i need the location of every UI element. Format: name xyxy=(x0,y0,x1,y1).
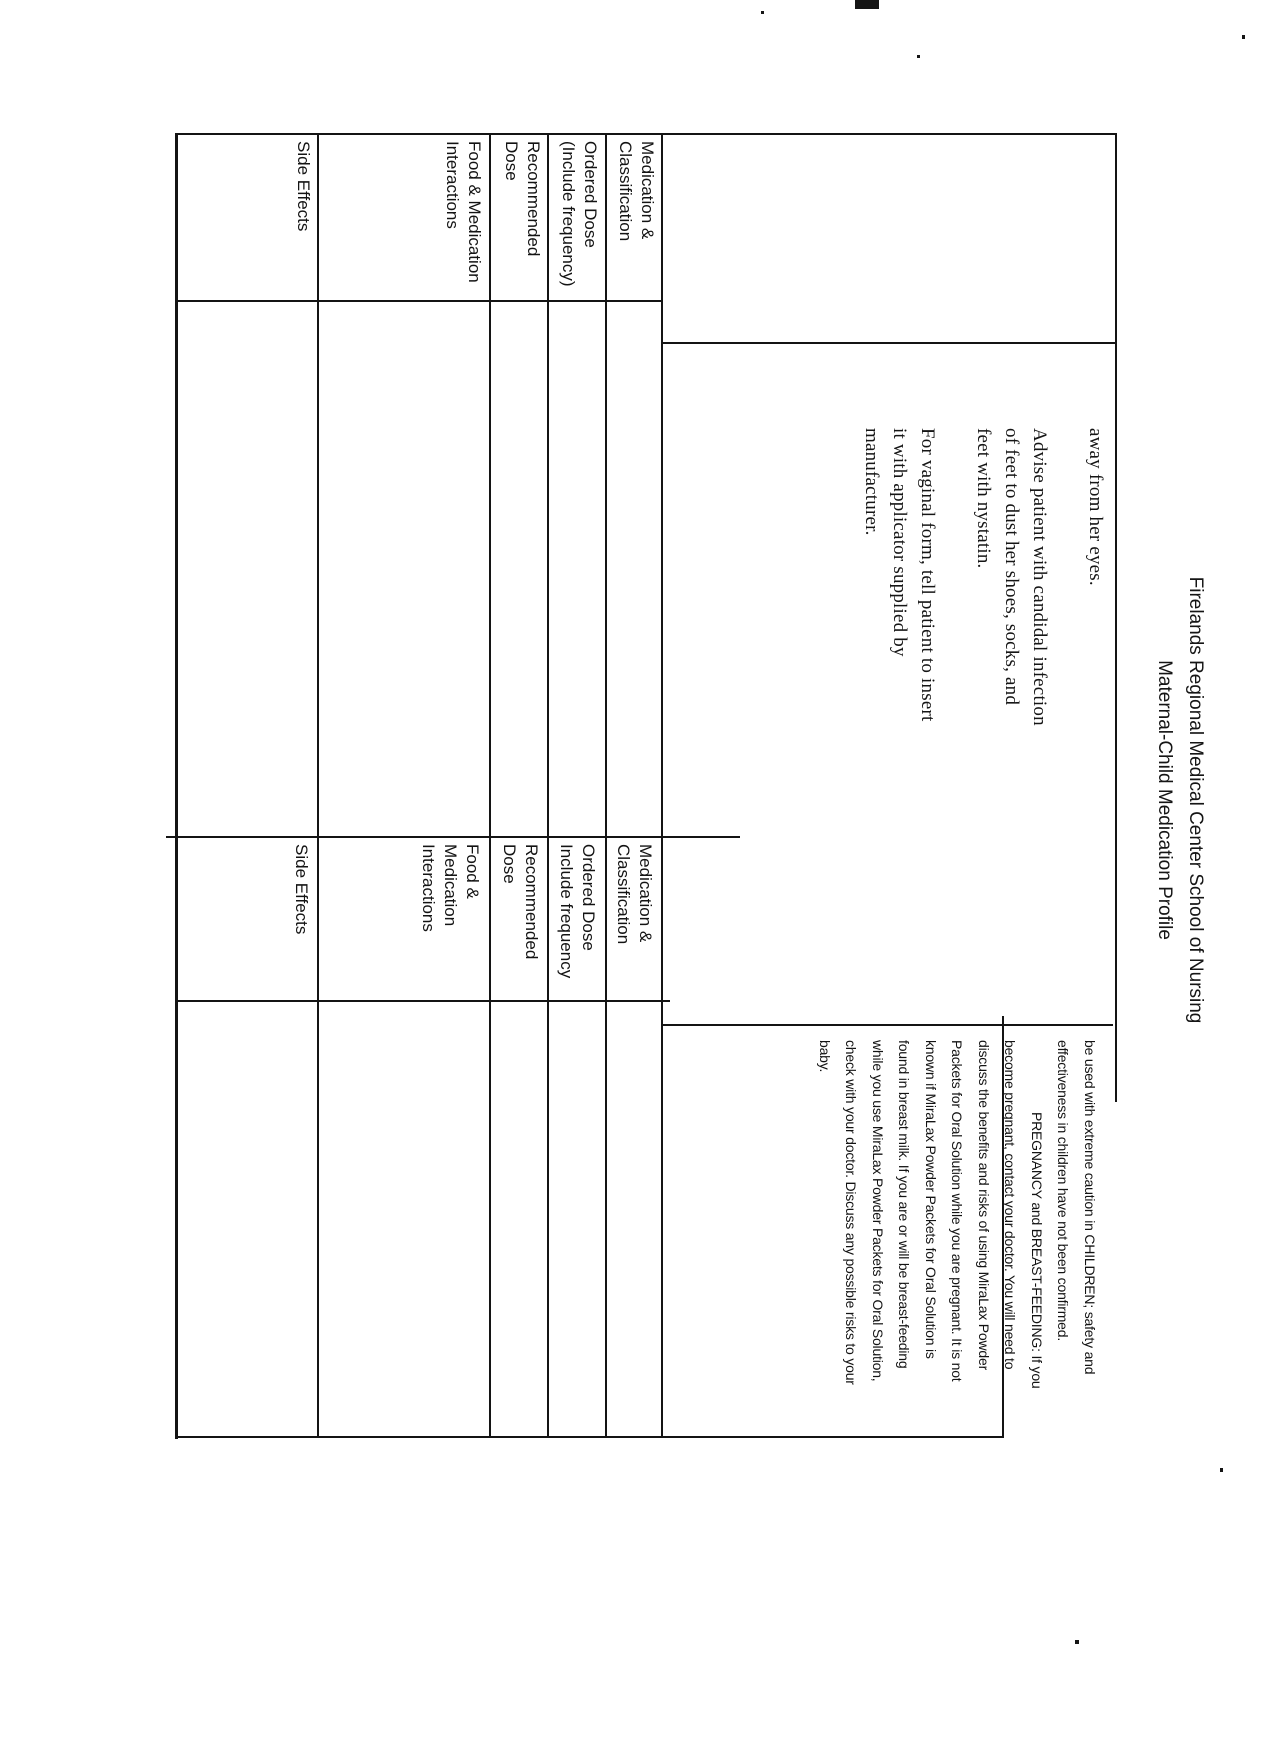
drug-info-line: known if MiraLax Powder Packets for Oral Solution is xyxy=(923,1040,939,1359)
scan-artifact xyxy=(1220,1468,1223,1472)
label-med1-food-medication-interactions: Food & Medication Interactions xyxy=(443,141,484,283)
drug-info-line: while you use MiraLax Powder Packets for Oral Solution, xyxy=(870,1040,886,1382)
teaching-paragraph-3 xyxy=(857,428,941,726)
teaching-cell-left-border xyxy=(661,342,1117,344)
row-line-1 xyxy=(661,133,663,1437)
page-subtitle: Maternal-Child Medication Profile xyxy=(1154,660,1175,940)
row-line-2 xyxy=(605,133,607,1437)
drug-info-line: effectiveness in children have not been confirmed. xyxy=(1055,1040,1072,1342)
teaching-line: manufacturer. xyxy=(861,428,882,536)
scan-artifact xyxy=(761,11,764,14)
drug-information-text xyxy=(812,1040,1104,1389)
drug-info-line: check with your doctor. Discuss any possible risks to your xyxy=(843,1040,860,1385)
teaching-line: of feet to dust her shoes, socks, and xyxy=(1001,428,1022,706)
teaching-line: feet with nystatin. xyxy=(973,428,994,569)
scan-artifact xyxy=(1242,35,1245,39)
label-med2-side-effects: Side Effects xyxy=(292,844,311,935)
drug-info-line: baby. xyxy=(817,1040,833,1073)
row-line-4 xyxy=(489,133,491,1437)
row-line-3 xyxy=(547,133,549,1437)
teaching-line: Advise patient with candidal infection xyxy=(1029,428,1050,726)
label-med1-recommended-dose: Recommended Dose xyxy=(502,141,543,257)
label-med2-ordered-dose: Ordered Dose Include frequency xyxy=(557,844,598,979)
drug-info-line: Packets for Oral Solution while you are pregnant. It is not xyxy=(949,1040,966,1382)
druginfo-cell-left-border xyxy=(661,1024,1113,1026)
label-med1-side-effects: Side Effects xyxy=(294,141,313,232)
page-title: Firelands Regional Medical Center School of Nursing xyxy=(1185,576,1206,1024)
scan-artifact xyxy=(917,55,920,58)
label-med2-food-medication-interactions: Food & Medication Interactions xyxy=(419,844,482,932)
drug-info-line: PREGNANCY and BREAST-FEEDING: If you xyxy=(1029,1112,1045,1389)
row-line-5 xyxy=(317,133,319,1437)
teaching-line: it with applicator supplied by xyxy=(889,428,910,657)
table-left-border xyxy=(176,133,1117,135)
drug-info-line: become pregnant, contact your doctor. You will need to xyxy=(1002,1040,1019,1370)
label-med2-medication-classification: Medication & Classification xyxy=(614,844,655,945)
table-top-border-left xyxy=(1115,133,1117,1102)
label-col2-right-border xyxy=(176,1000,670,1002)
drug-info-line: found in breast milk. If you are or will be breast-feeding xyxy=(896,1040,913,1369)
teaching-paragraph-1 xyxy=(1081,428,1109,726)
label-med1-medication-classification: Medication & Classification xyxy=(616,141,657,242)
table-bottom-border xyxy=(175,133,178,1439)
table-divider-border xyxy=(166,836,740,838)
label-med1-ordered-dose: Ordered Dose (Include frequency) xyxy=(559,141,600,287)
label-col1-right-border xyxy=(176,300,663,302)
document-title xyxy=(1149,300,1211,1300)
scan-artifact xyxy=(1075,1640,1079,1644)
drug-info-line: be used with extreme caution in CHILDREN; safety and xyxy=(1082,1040,1098,1375)
teaching-line: away from her eyes. xyxy=(1085,428,1106,586)
drug-info-line: discuss the benefits and risks of using MiraLax Powder xyxy=(976,1040,992,1371)
table-right-border xyxy=(176,1436,1004,1438)
scan-artifact xyxy=(855,0,879,9)
teaching-line: For vaginal form, tell patient to insert xyxy=(917,428,938,722)
patient-teaching-text xyxy=(829,428,1109,726)
label-med2-recommended-dose: Recommended Dose xyxy=(500,844,541,960)
teaching-paragraph-2 xyxy=(969,428,1053,726)
